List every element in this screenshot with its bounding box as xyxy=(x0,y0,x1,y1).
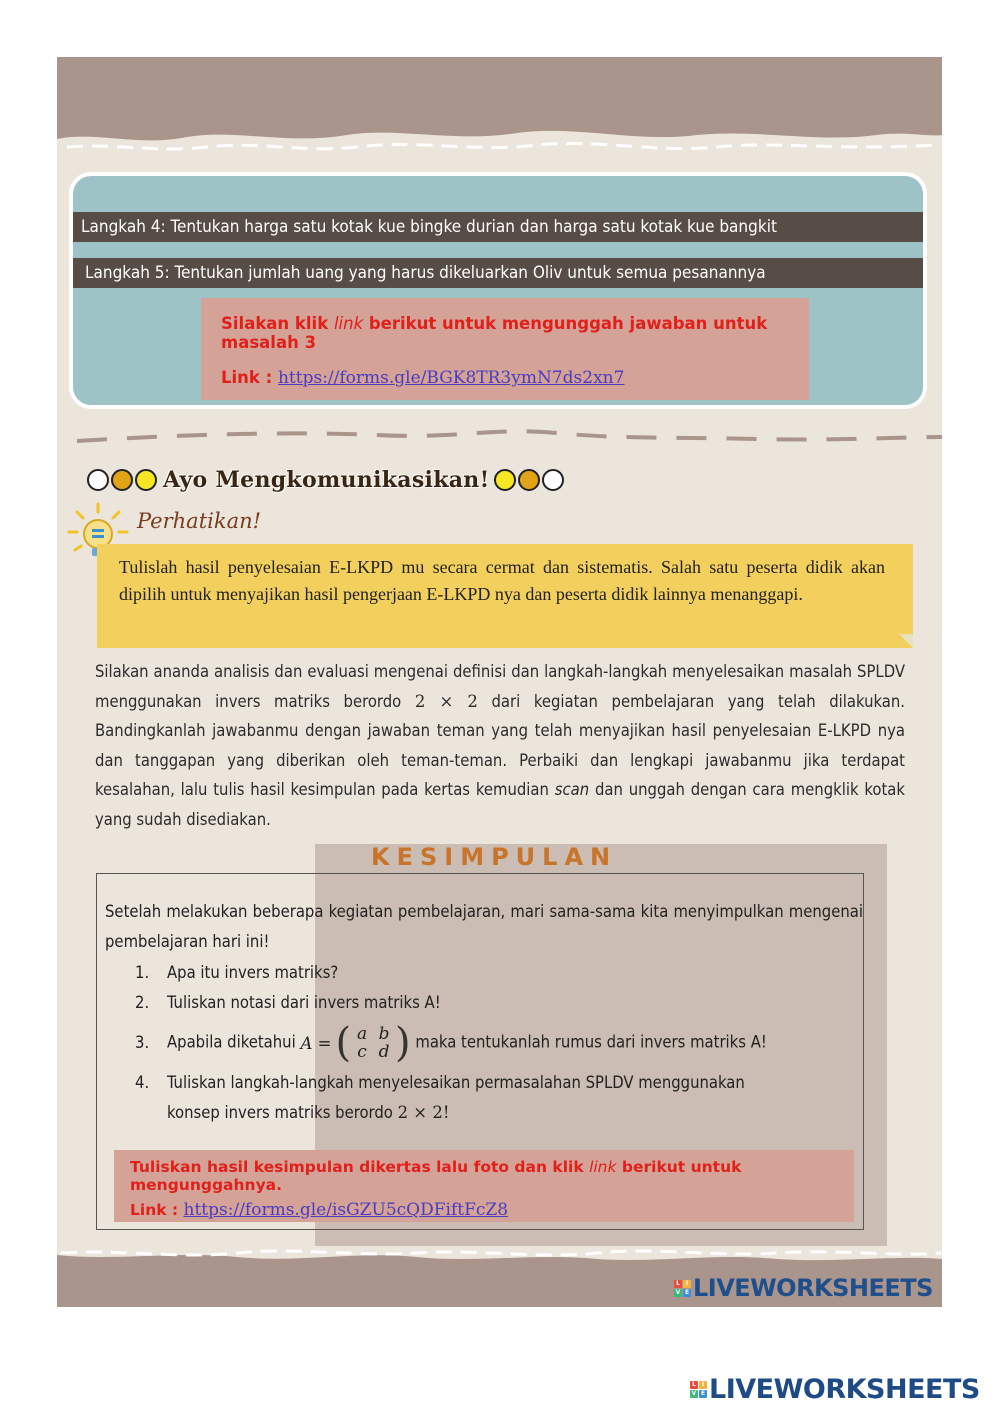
worksheet-page xyxy=(57,57,942,1307)
upload-link-problem-3[interactable]: https://forms.gle/BGK8TR3ymN7ds2xn7 xyxy=(277,368,625,388)
upload-box-conclusion xyxy=(114,1150,854,1222)
conclusion-title: KESIMPULAN xyxy=(371,843,618,871)
note-fold xyxy=(899,634,913,648)
list-item-continuation: konsep invers matriks berordo 2 × 2! xyxy=(167,1103,450,1122)
section-divider xyxy=(57,425,942,449)
step-4-bar: Langkah 4: Tentukan harga satu kotak kue bingke durian dan harga satu kotak kue bangkit xyxy=(73,212,927,242)
liveworksheets-logo-icon: L I V E xyxy=(675,1279,690,1296)
circle-white-icon xyxy=(542,469,564,491)
section-heading xyxy=(87,462,566,498)
liveworksheets-watermark: L I V E LIVEWORKSHEETS xyxy=(675,1274,933,1302)
top-wave xyxy=(57,127,942,167)
upload-link-conclusion[interactable]: https://forms.gle/isGZU5cQDFiftFcZ8 xyxy=(183,1200,509,1220)
circle-yellow-icon xyxy=(135,469,157,491)
conclusion-upload-link-row: Link : https://forms.gle/isGZU5cQDFiftFcZ8 xyxy=(130,1200,509,1220)
step-5-bar: Langkah 5: Tentukan jumlah uang yang harus dikeluarkan Oliv untuk semua pesanannya xyxy=(73,258,927,288)
matrix-a: A = ( a b c d ) xyxy=(300,1020,411,1066)
instruction-paragraph: Silakan ananda analisis dan evaluasi mengenai definisi dan langkah-langkah menyelesaikan masalah SPLDV menggunakan invers matriks berordo 2 × 2 dari kegiatan pembelajaran yang telah dilakukan. Bandingkanlah jawabanmu dengan jawaban teman yang telah menyajikan hasil penyelesaian E-LKPD nya dan tanggapan yang diberikan oleh teman-teman. Perbaiki dan lengkapi jawabanmu jika terdapat kesalahan, lalu tulis hasil kesimpulan pada kertas kemudian scan dan unggah dengan cara mengklik kotak yang sudah disediakan. xyxy=(95,662,906,829)
list-item: 1. Apa itu invers matriks? xyxy=(135,963,339,982)
upload-box-problem-3 xyxy=(201,298,809,400)
notice-label: Perhatikan! xyxy=(137,509,262,533)
circle-yellow-icon xyxy=(494,469,516,491)
upload-link-row: Link : https://forms.gle/BGK8TR3ymN7ds2xn7 xyxy=(221,368,625,388)
list-item: 4. Tuliskan langkah-langkah menyelesaikan permasalahan SPLDV menggunakan xyxy=(135,1073,745,1092)
circle-gold-icon xyxy=(518,469,540,491)
conclusion-intro: Setelah melakukan beberapa kegiatan pembelajaran, mari sama-sama kita menyimpulkan mengenai pembelajaran hari ini! xyxy=(105,902,863,951)
list-item: 3. Apabila diketahui A = ( a b c d ) maka tentukanlah rumus dari invers matriks A! xyxy=(135,1020,767,1066)
liveworksheets-logo-icon: L I V E xyxy=(691,1380,706,1397)
notice-box: Tulislah hasil penyelesaian E-LKPD mu secara cermat dan sistematis. Salah satu peserta didik akan dipilih untuk menyajikan hasil pengerjaan E-LKPD nya dan peserta didik lainnya menanggapi. xyxy=(97,544,913,648)
list-item: 2. Tuliskan notasi dari invers matriks A! xyxy=(135,993,441,1012)
circle-white-icon xyxy=(87,469,109,491)
circle-gold-icon xyxy=(111,469,133,491)
liveworksheets-footer-logo: L I V E LIVEWORKSHEETS xyxy=(691,1373,980,1405)
upload-instruction: Silakan klik link berikut untuk mengunggah jawaban untuk masalah 3 xyxy=(221,314,768,352)
conclusion-upload-instruction: Tuliskan hasil kesimpulan dikertas lalu foto dan klik link berikut untuk mengunggahnya. xyxy=(130,1158,742,1194)
section-title: Ayo Mengkomunikasikan! xyxy=(163,467,490,493)
steps-panel xyxy=(69,172,927,409)
